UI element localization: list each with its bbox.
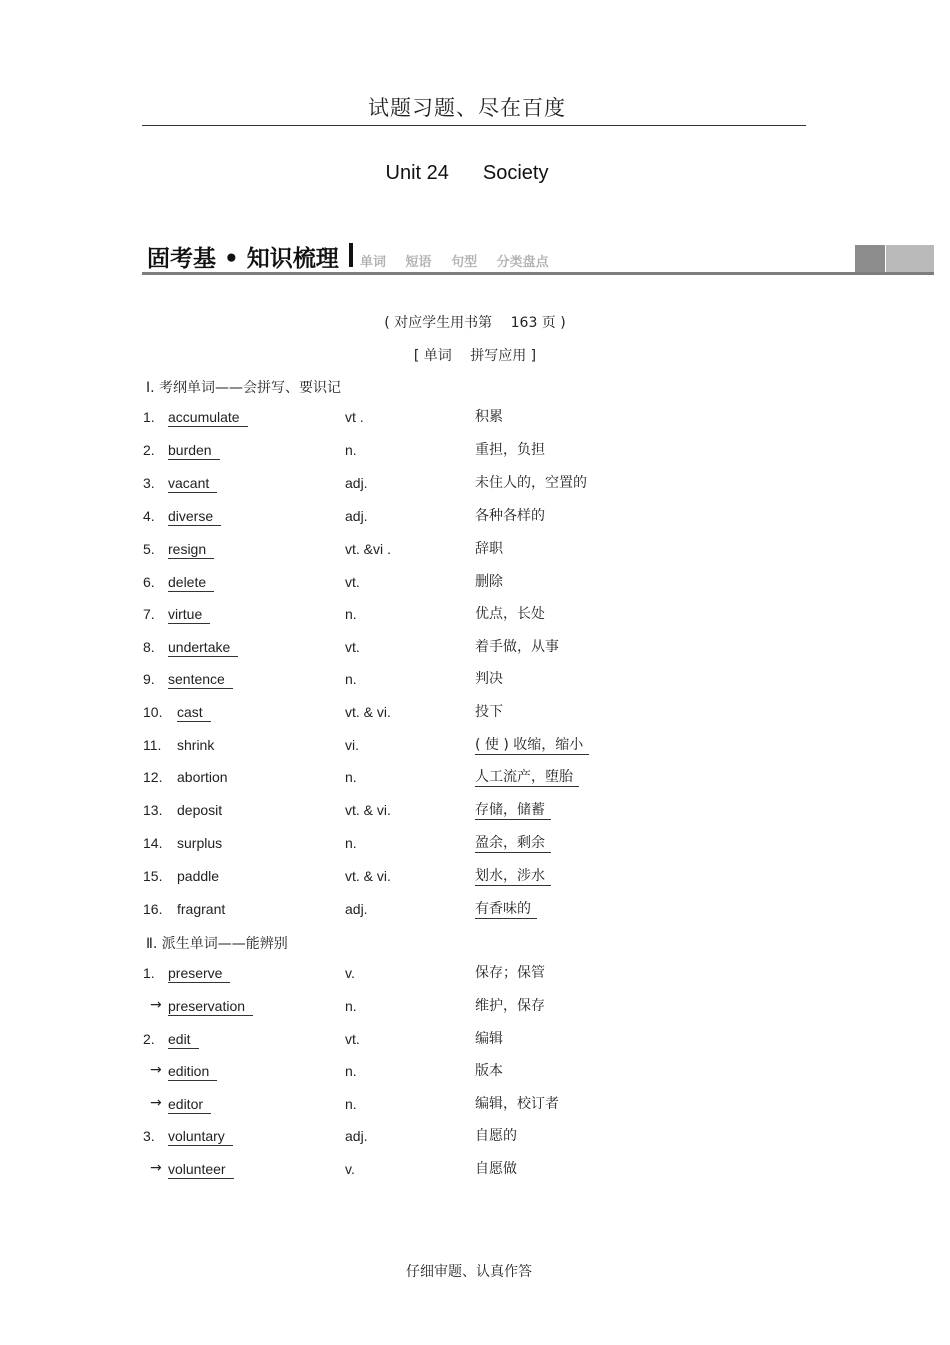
page-reference: ( 对应学生用书第 163 页 ) [384,315,566,331]
page-footer: 仔细审题、认真作答 [406,1264,532,1280]
vocab-word: accumulate [168,409,248,427]
word-meaning: 有香味的 [475,901,537,919]
derivation-arrow: → [150,1095,162,1111]
word-meaning: 保存；保管 [475,965,545,981]
section-tag: [ 单词 拼写应用 ] [413,348,537,364]
item-number: 16. [143,901,163,917]
part-of-speech: n. [345,769,357,785]
vocab-word: cast [177,704,211,722]
vocab-row [0,639,950,661]
vocab-row [0,835,950,857]
derivation-arrow: → [150,1062,162,1078]
item-number: 1. [143,409,155,425]
part-of-speech: adj. [345,475,368,491]
part-of-speech: vt. [345,574,360,590]
word-meaning: 存储，储蓄 [475,802,551,820]
vocab-row [0,868,950,890]
item-number: 1. [143,965,155,981]
part-of-speech: n. [345,442,357,458]
word-meaning: 编辑 [475,1031,503,1047]
vocab-row [0,998,950,1020]
unit-title [0,162,934,185]
word-meaning: 投下 [475,704,503,720]
word-meaning: 编辑，校订者 [475,1096,559,1112]
banner-underline [142,272,934,275]
derivation-arrow: → [150,1160,162,1176]
vocab-word: preserve [168,965,230,983]
vocab-row [0,802,950,824]
vocab-row [0,1063,950,1085]
vocab-row [0,1096,950,1118]
item-number: 6. [143,574,155,590]
word-meaning: 删除 [475,574,503,590]
item-number: 13. [143,802,163,818]
part-of-speech: vi. [345,737,359,753]
vocab-word: virtue [168,606,210,624]
item-number: 15. [143,868,163,884]
part-of-speech: n. [345,835,357,851]
banner-tag: 短语 [405,255,432,270]
part-of-speech: vt. & vi. [345,802,391,818]
part-of-speech: n. [345,671,357,687]
vocab-word: paddle [177,868,220,884]
header-divider [142,125,806,126]
part-of-speech: adj. [345,901,368,917]
vocab-row [0,769,950,791]
word-meaning: 着手做，从事 [475,639,559,655]
page-header-title: 试题习题、尽在百度 [368,96,566,120]
vocab-row [0,574,950,596]
item-number: 11. [143,737,162,753]
part-of-speech: vt . [345,409,364,425]
item-number: 4. [143,508,155,524]
part-of-speech: n. [345,1063,357,1079]
word-meaning: 自愿做 [475,1161,517,1177]
vocab-word: editor [168,1096,211,1114]
word-meaning: 人工流产，堕胎 [475,769,579,787]
vocab-row [0,671,950,693]
vocab-word: sentence [168,671,233,689]
vocab-word: fragrant [177,901,226,917]
vocab-word: edition [168,1063,217,1081]
unit-name: Society [482,162,549,184]
word-meaning: 版本 [475,1063,503,1079]
vocab-word: abortion [177,769,228,785]
section-heading-2: Ⅱ. 派生单词——能辨别 [146,936,288,952]
word-meaning: 自愿的 [475,1128,517,1144]
vocab-row [0,1161,950,1183]
vocab-row [0,1031,950,1053]
part-of-speech: v. [345,1161,355,1177]
part-of-speech: vt. [345,1031,360,1047]
vocab-word: voluntary [168,1128,233,1146]
vocab-word: delete [168,574,214,592]
vocab-row [0,508,950,530]
item-number: 2. [143,442,155,458]
vocab-word: preservation [168,998,253,1016]
word-meaning: 划水，涉水 [475,868,551,886]
word-meaning: 各种各样的 [475,508,545,524]
vocab-word: shrink [177,737,215,753]
banner-decor-block [855,245,885,272]
banner-decor-block [886,245,934,272]
item-number: 7. [143,606,155,622]
banner-separator [349,243,353,267]
part-of-speech: n. [345,1096,357,1112]
word-meaning: ( 使 ) 收缩，缩小 [475,737,589,755]
vocab-row [0,737,950,759]
vocab-word: surplus [177,835,223,851]
banner-tag: 句型 [451,255,478,270]
part-of-speech: vt. & vi. [345,868,391,884]
word-meaning: 积累 [475,409,503,425]
part-of-speech: vt. & vi. [345,704,391,720]
vocab-word: diverse [168,508,221,526]
item-number: 3. [143,1128,155,1144]
derivation-arrow: → [150,997,162,1013]
banner-tags [360,251,558,270]
word-meaning: 判决 [475,671,503,687]
item-number: 3. [143,475,155,491]
item-number: 5. [143,541,155,557]
vocab-row [0,606,950,628]
part-of-speech: adj. [345,1128,368,1144]
vocab-row [0,541,950,563]
vocab-word: deposit [177,802,223,818]
part-of-speech: vt. &vi . [345,541,391,557]
vocab-row [0,442,950,464]
word-meaning: 辞职 [475,541,503,557]
word-meaning: 维护，保存 [475,998,545,1014]
vocab-row [0,409,950,431]
vocab-row [0,1128,950,1150]
vocab-word: volunteer [168,1161,234,1179]
part-of-speech: adj. [345,508,368,524]
word-meaning: 盈余，剩余 [475,835,551,853]
banner-tag: 分类盘点 [496,255,549,270]
vocab-word: undertake [168,639,238,657]
part-of-speech: vt. [345,639,360,655]
vocab-word: edit [168,1031,199,1049]
part-of-speech: n. [345,606,357,622]
vocab-row [0,901,950,923]
vocab-word: resign [168,541,214,559]
word-meaning: 未住人的，空置的 [475,475,587,491]
vocab-word: vacant [168,475,217,493]
banner-title: 固考基 • 知识梳理 [147,246,339,272]
word-meaning: 重担，负担 [475,442,545,458]
item-number: 14. [143,835,163,851]
banner-tag: 单词 [360,255,387,270]
vocab-word: burden [168,442,220,460]
item-number: 9. [143,671,155,687]
vocab-row [0,475,950,497]
vocab-row [0,704,950,726]
word-meaning: 优点，长处 [475,606,545,622]
part-of-speech: n. [345,998,357,1014]
section-heading-1: Ⅰ. 考纲单词——会拼写、要识记 [146,380,342,396]
part-of-speech: v. [345,965,355,981]
item-number: 10. [143,704,163,720]
item-number: 12. [143,769,163,785]
vocab-row [0,965,950,987]
unit-label: Unit 24 [385,162,449,184]
item-number: 2. [143,1031,155,1047]
item-number: 8. [143,639,155,655]
